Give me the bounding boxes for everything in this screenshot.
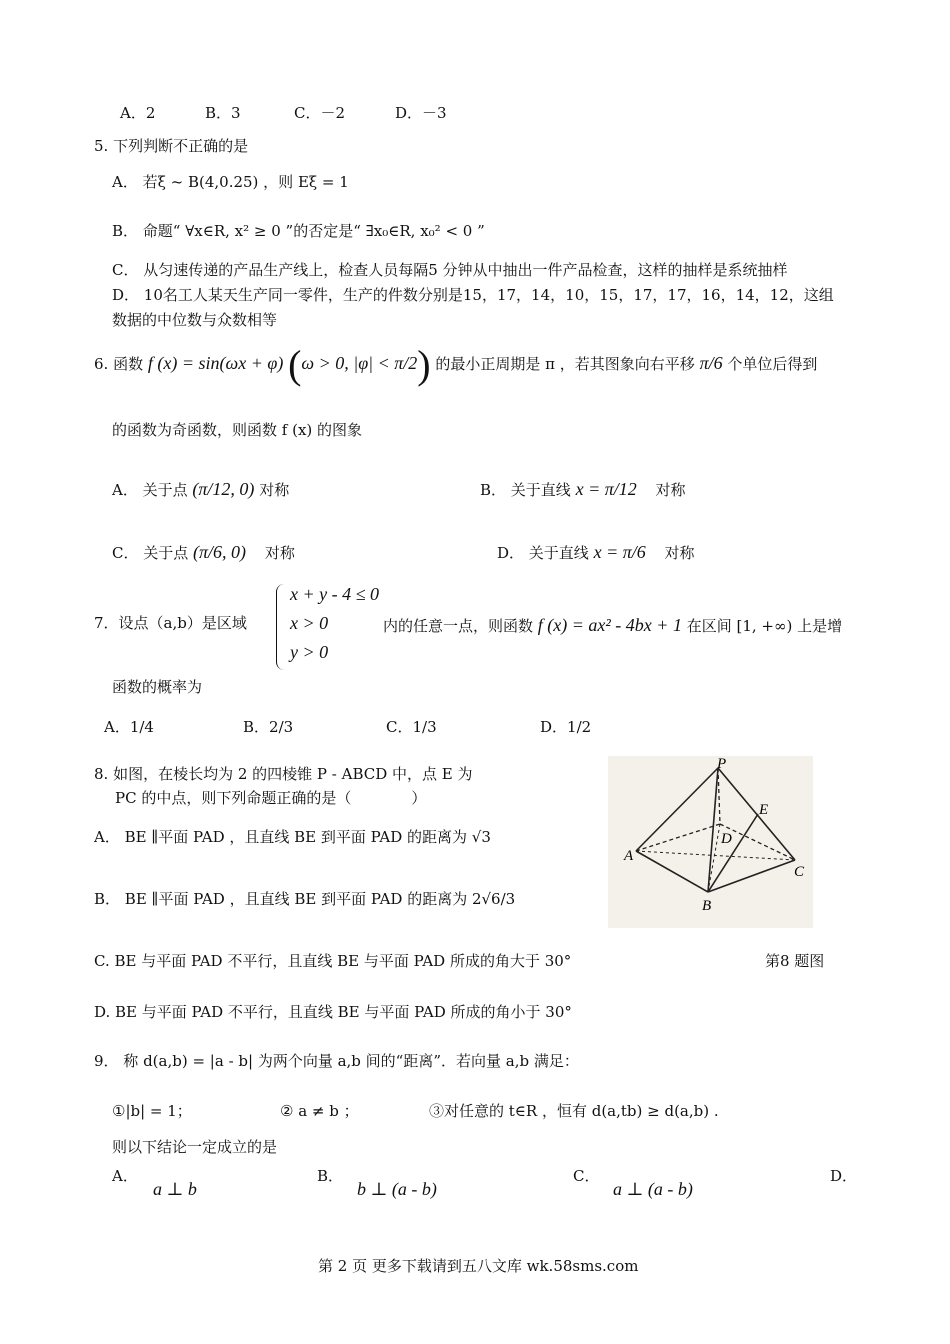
q7-inequality-system [276, 584, 386, 672]
q9-option-b: b ⊥ (a - b) [357, 1179, 437, 1199]
figure-label-b: B [702, 898, 712, 914]
q4-option-c: C．－2 [294, 104, 346, 122]
q9-option-c: a ⊥ (a - b) [613, 1179, 693, 1199]
q6-shift: π/6 [699, 353, 723, 373]
q6-stem [94, 342, 818, 387]
q9-condition-2: ② a ≠ b ； [280, 1102, 359, 1120]
q5-option-a: A． 若ξ ~ B(4,0.25) ，则 Eξ = 1 [112, 173, 349, 191]
q5-option-d-cont: 数据的中位数与众数相等 [112, 311, 278, 329]
q5-option-d: D． 10名工人某天生产同一零件，生产的件数分别是15，17，14，10，15，17，17，16，14，12，这组 [112, 286, 834, 304]
q9-option-c-label: C． [573, 1167, 600, 1185]
q9-stem: 9． 称 d(a,b) = |a - b| 为两个向量 a,b 间的“距离”．若向量 a,b 满足： [94, 1052, 579, 1070]
q6-a-point: (π/12, 0) [192, 479, 255, 499]
q4-option-d: D．－3 [395, 104, 447, 122]
q7-stem-cont: 函数的概率为 [112, 678, 203, 696]
q6-option-b: B． 关于直线 x = π/12 对称 [480, 479, 686, 499]
q7-option-c: C．1/3 [386, 718, 437, 736]
q7-ineq-2: x > 0 [290, 613, 329, 633]
q7-ineq-1: x + y - 4 ≤ 0 [290, 584, 379, 604]
q7-option-a: A．1/4 [104, 718, 154, 736]
q5-option-c: C． 从匀速传递的产品生产线上，检查人员每隔5 分钟从中抽出一件产品检查，这样的抽样是系统抽样 [112, 261, 788, 279]
q9-condition-1: ①|b| = 1； [112, 1102, 192, 1120]
q4-option-b: B．3 [205, 104, 241, 122]
q6-text1: 函数 [113, 355, 144, 373]
q9-option-a: a ⊥ b [153, 1179, 197, 1199]
figure-label-p: P [717, 756, 727, 772]
q6-text3: 个单位后得到 [727, 355, 818, 373]
q4-option-a: A．2 [120, 104, 156, 122]
q9-option-a-label: A． [112, 1167, 138, 1185]
q6-paren-close: ) [417, 342, 431, 387]
q8-pyramid-figure [608, 756, 813, 928]
q8-option-b: B． BE ∥平面 PAD ，且直线 BE 到平面 PAD 的距离为 2√6/3 [94, 890, 516, 908]
page-footer: 第 2 页 更多下载请到五八文库 wk.58sms.com [318, 1257, 639, 1275]
q9-option-d-label: D． [830, 1167, 858, 1185]
q6-c-point: (π/6, 0) [193, 542, 247, 562]
figure-label-d: D [721, 831, 732, 847]
q7-ineq-3: y > 0 [290, 642, 329, 662]
q7-option-b: B．2/3 [243, 718, 294, 736]
q7-stem-pre: 7．设点（a,b）是区域 [94, 614, 247, 632]
figure-label-c: C [794, 864, 805, 880]
q8-option-a: A． BE ∥平面 PAD ，且直线 BE 到平面 PAD 的距离为 √3 [94, 828, 491, 846]
q6-cond: ω > 0, |φ| < π/2 [301, 353, 418, 373]
figure-label-a: A [624, 848, 634, 864]
q9-option-b-label: B． [317, 1167, 344, 1185]
q6-option-a: A． 关于点 (π/12, 0) 对称 [112, 479, 290, 499]
q6-func: f (x) = sin(ωx + φ) [147, 353, 284, 373]
q6-option-d: D． 关于直线 x = π/6 对称 [497, 542, 695, 562]
q6-option-c: C． 关于点 (π/6, 0) 对称 [112, 542, 295, 562]
q9-stem-cont: 则以下结论一定成立的是 [112, 1138, 278, 1156]
q8-option-d: D. BE 与平面 PAD 不平行，且直线 BE 与平面 PAD 所成的角小于 30° [94, 1003, 572, 1021]
q5-option-b: B． 命题“ ∀x∈R, x² ≥ 0 ”的否定是“ ∃x₀∈R, x₀² < 0 ” [112, 222, 485, 240]
q7-post: 在区间 [1, +∞) 上是增 [686, 617, 843, 635]
q6-label: 6. [94, 355, 109, 373]
q5-stem: 5. 下列判断不正确的是 [94, 137, 249, 155]
q8-stem: 8. 如图，在棱长均为 2 的四棱锥 P - ABCD 中，点 E 为 [94, 765, 473, 783]
q7-option-d: D．1/2 [540, 718, 592, 736]
q7-brace [276, 584, 287, 670]
q6-paren-open: ( [288, 342, 302, 387]
q6-d-line: x = π/6 [593, 542, 646, 562]
figure-label-e: E [759, 802, 769, 818]
q8-caption: 第8 题图 [765, 952, 825, 970]
q9-condition-3: ③对任意的 t∈R ，恒有 d(a,tb) ≥ d(a,b) . [429, 1102, 719, 1120]
q6-stem-cont: 的函数为奇函数，则函数 f (x) 的图象 [112, 421, 363, 439]
q7-stem-mid: 内的任意一点，则函数 f (x) = ax² - 4bx + 1 在区间 [1, +∞) 上是增 [383, 615, 843, 635]
q8-stem-cont: PC 的中点，则下列命题正确的是（ ） [115, 789, 427, 807]
q6-b-line: x = π/12 [575, 479, 637, 499]
q7-func: f (x) = ax² - 4bx + 1 [537, 615, 682, 635]
q8-option-c: C. BE 与平面 PAD 不平行，且直线 BE 与平面 PAD 所成的角大于 30° [94, 952, 572, 970]
q6-text2: 的最小正周期是 π ，若其图象向右平移 [435, 355, 695, 373]
